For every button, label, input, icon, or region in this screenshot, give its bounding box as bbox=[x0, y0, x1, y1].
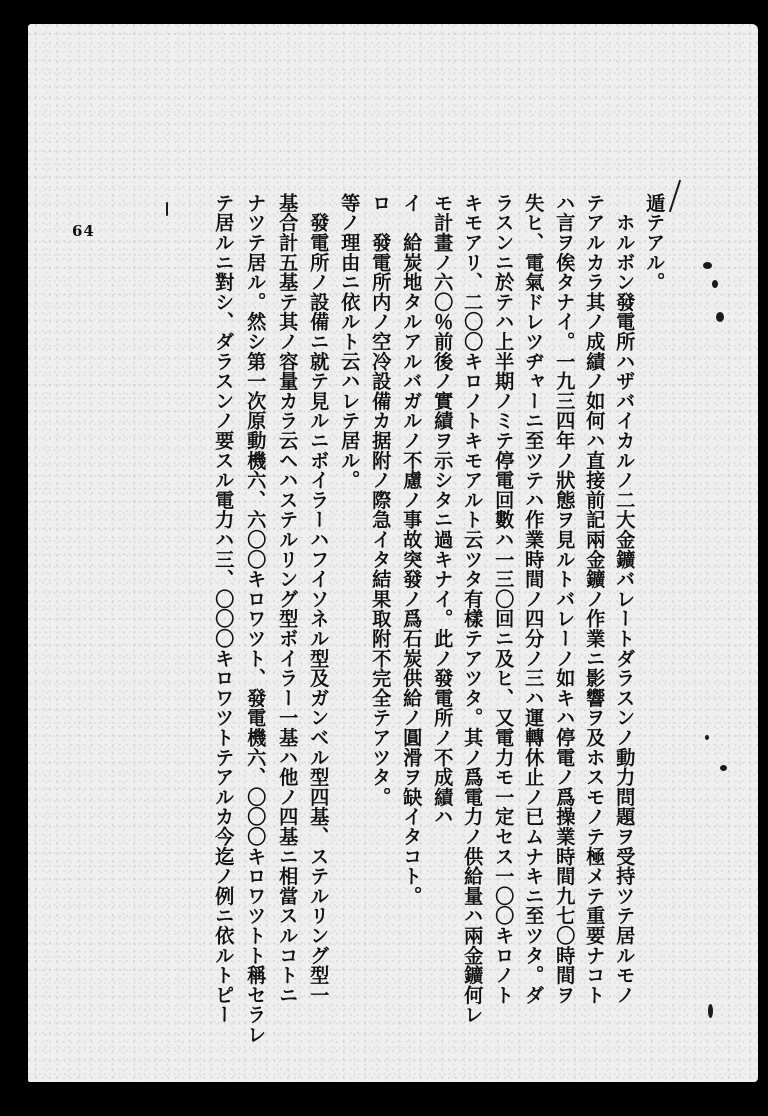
text-column-15: テ居ルニ對シ、ダラスンノ要スル電力ハ三、〇〇〇キロワツトテアルカ今迄ノ例ニ依ルトピー bbox=[212, 193, 236, 1025]
text-column-2: ホルボン發電所ハザバイカルノ二大金鑛バレートダラスンノ動力問題ヲ受持ツテ居ルモノ bbox=[613, 193, 637, 1005]
text-column-3: テアルカラ其ノ成績ノ如何ハ直接前記兩金鑛ノ作業ニ影響ヲ及ホスモノテ極メテ重要ナコト bbox=[583, 193, 607, 1005]
text-column-8: モ計畫ノ六〇％前後ノ實績ヲ示シタニ過キナイ。此ノ發電所ノ不成績ハ bbox=[431, 193, 455, 827]
scan-speck bbox=[166, 202, 168, 216]
text-column-7: キモアリ、二〇〇キロノトキモアルト云ツタ有樣テアツタ。其ノ爲電力ノ供給量ハ兩金鑛何レ bbox=[461, 193, 485, 1025]
text-column-11: 等ノ理由ニ依ルト云ハレテ居ル。 bbox=[338, 193, 362, 490]
document-page bbox=[28, 24, 758, 1082]
scan-speck bbox=[712, 280, 718, 288]
text-column-1: 遁テアル。 bbox=[643, 193, 667, 292]
text-column-14: ナツテ居ル。然シ第一次原動機六、六〇〇キロワツト、發電機六、〇〇〇キロワツトト稱セラレ bbox=[244, 193, 268, 1045]
text-column-5: 失ヒ、電氣ドレツヂャーニ至ツテハ作業時間ノ四分ノ三ハ運轉休止ノ已ムナキニ至ツタ。ダ bbox=[522, 193, 546, 1005]
scan-speck bbox=[708, 1004, 713, 1018]
scan-speck bbox=[720, 765, 727, 771]
text-column-13: 基合計五基テ其ノ容量カラ云ヘハステルリング型ボイラー一基ハ他ノ四基ニ相當スルコトニ bbox=[276, 193, 300, 1005]
scan-speck bbox=[705, 735, 709, 740]
scan-speck bbox=[716, 312, 724, 322]
text-column-4: ハ言ヲ俟タナイ。一九三四年ノ狀態ヲ見ルトバレーノ如キハ停電ノ爲操業時間九七〇時間ヲ bbox=[553, 193, 577, 1005]
page-number: 64 bbox=[72, 222, 95, 240]
scan-speck bbox=[703, 262, 712, 269]
text-column-6: ラスンニ於テハ上半期ノミテ停電回數ハ一三〇回ニ及ヒ、又電力モ一定セス一〇〇キロノト bbox=[492, 193, 516, 1005]
text-column-10: ロ 發電所内ノ空冷設備カ据附ノ際急イタ結果取附不完全テアツタ。 bbox=[369, 193, 393, 807]
text-column-12: 發電所ノ設備ニ就テ見ルニボイラーハフイソネル型及ガンベル型四基、ステルリング型一 bbox=[307, 193, 331, 1005]
text-column-9: イ 給炭地タルアルバガルノ不慮ノ事故突發ノ爲石炭供給ノ圓滑ヲ缺イタコト。 bbox=[400, 193, 424, 906]
